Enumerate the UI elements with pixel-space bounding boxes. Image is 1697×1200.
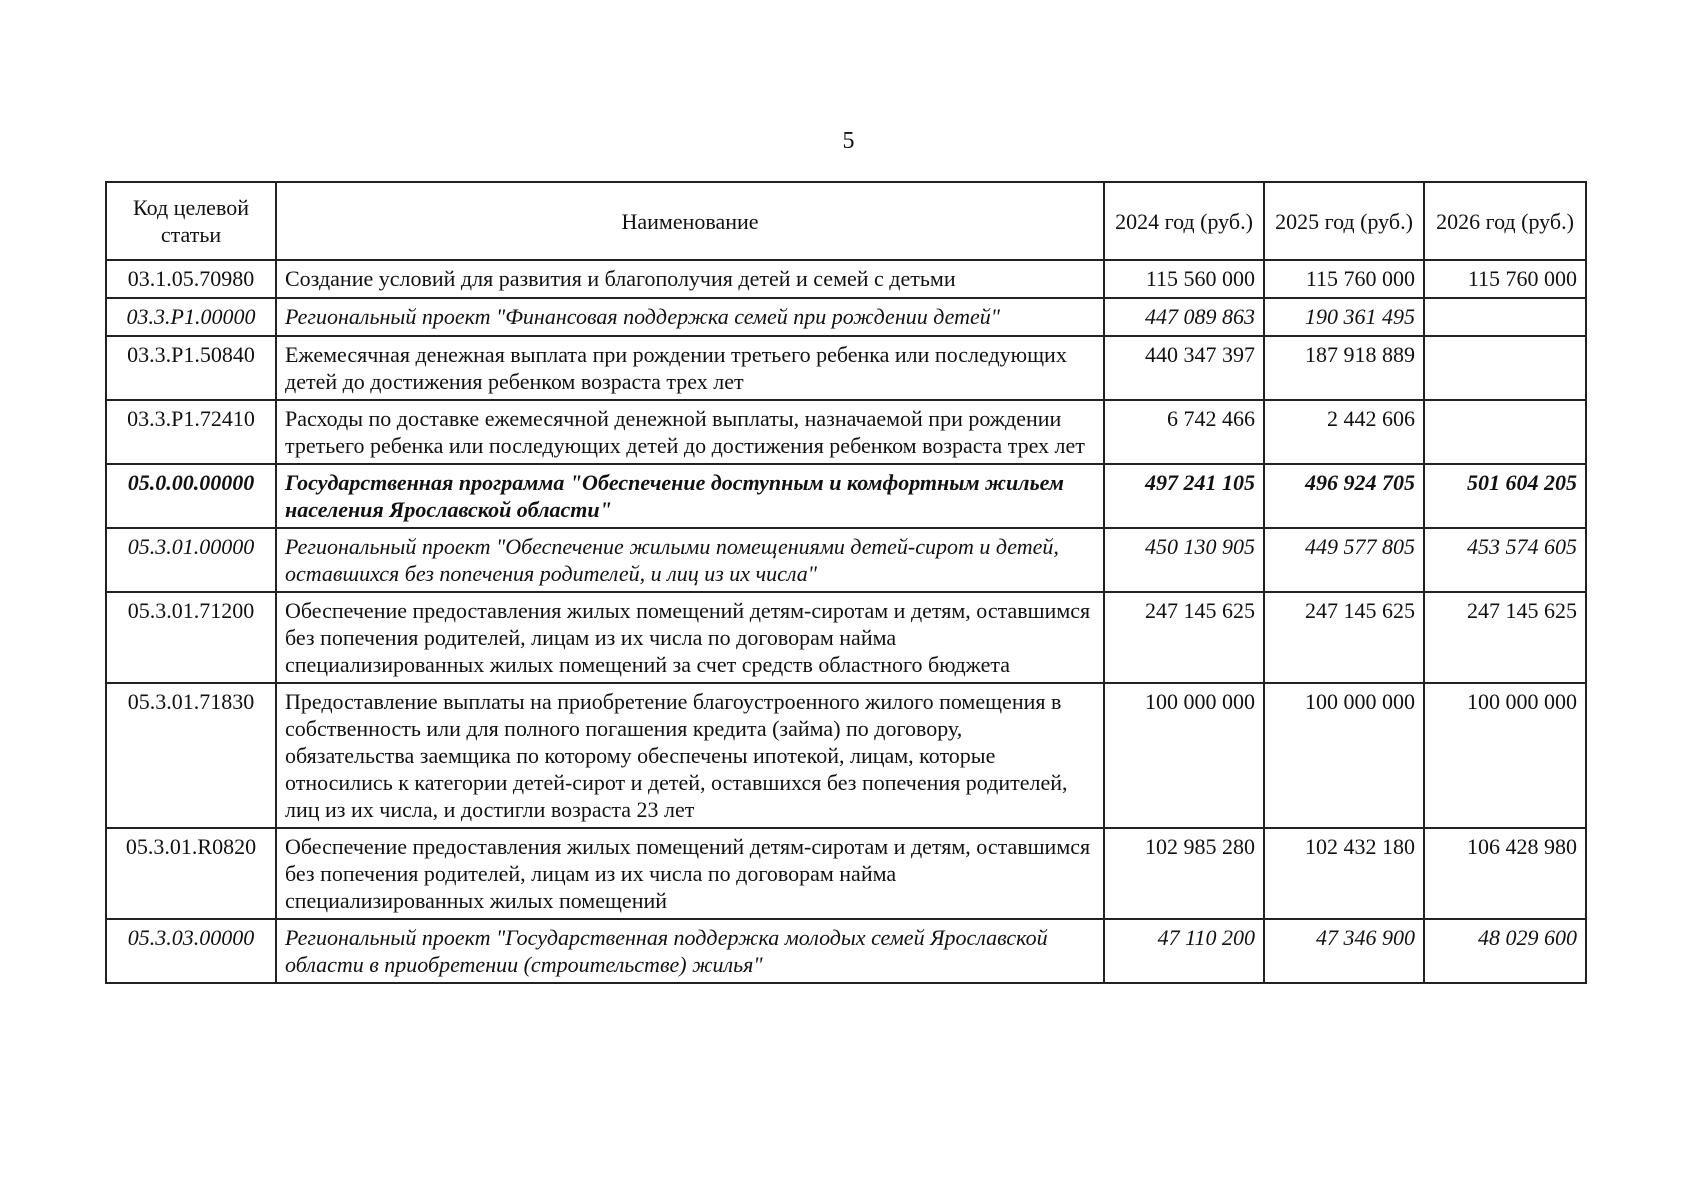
row-value-2025: 449 577 805	[1264, 528, 1424, 592]
table-row	[106, 298, 1586, 336]
row-value-2024: 450 130 905	[1104, 528, 1264, 592]
row-value-2026	[1424, 400, 1586, 464]
row-value-2026: 247 145 625	[1424, 592, 1586, 683]
row-value-2026	[1424, 298, 1586, 336]
row-name: Региональный проект "Государственная поддержка молодых семей Ярославской области в приобретении (строительстве) жилья"	[276, 919, 1104, 983]
table-row	[106, 683, 1586, 828]
row-name: Региональный проект "Обеспечение жилыми помещениями детей-сирот и детей, оставшихся без попечения родителей, и лиц из их числа"	[276, 528, 1104, 592]
header-code: Код целевой статьи	[106, 182, 276, 260]
table-row	[106, 400, 1586, 464]
row-name: Ежемесячная денежная выплата при рождении третьего ребенка или последующих детей до достижения ребенком возраста трех лет	[276, 336, 1104, 400]
header-2026: 2026 год (руб.)	[1424, 182, 1586, 260]
row-name: Расходы по доставке ежемесячной денежной выплаты, назначаемой при рождении третьего ребенка или последующих детей до достижения ребенком возраста трех лет	[276, 400, 1104, 464]
row-value-2025: 247 145 625	[1264, 592, 1424, 683]
table-row	[106, 336, 1586, 400]
row-code: 05.0.00.00000	[106, 464, 276, 528]
row-code: 05.3.01.71200	[106, 592, 276, 683]
row-value-2026: 106 428 980	[1424, 828, 1586, 919]
row-code: 05.3.01.R0820	[106, 828, 276, 919]
row-value-2024: 497 241 105	[1104, 464, 1264, 528]
row-name: Государственная программа "Обеспечение доступным и комфортным жильем населения Ярославской области"	[276, 464, 1104, 528]
row-value-2024: 440 347 397	[1104, 336, 1264, 400]
row-value-2026	[1424, 336, 1586, 400]
table-body	[106, 260, 1586, 983]
row-value-2026: 48 029 600	[1424, 919, 1586, 983]
row-value-2026: 100 000 000	[1424, 683, 1586, 828]
header-2024: 2024 год (руб.)	[1104, 182, 1264, 260]
row-value-2024: 102 985 280	[1104, 828, 1264, 919]
table-row	[106, 528, 1586, 592]
row-code: 03.1.05.70980	[106, 260, 276, 298]
row-value-2025: 187 918 889	[1264, 336, 1424, 400]
row-value-2024: 115 560 000	[1104, 260, 1264, 298]
table-header-row	[106, 182, 1586, 260]
row-value-2024: 247 145 625	[1104, 592, 1264, 683]
row-value-2025: 190 361 495	[1264, 298, 1424, 336]
row-code: 03.3.Р1.00000	[106, 298, 276, 336]
row-value-2024: 6 742 466	[1104, 400, 1264, 464]
row-name: Обеспечение предоставления жилых помещений детям-сиротам и детям, оставшимся без попечения родителей, лицам из их числа по договорам найма специализированных жилых помещений	[276, 828, 1104, 919]
row-name: Предоставление выплаты на приобретение благоустроенного жилого помещения в собственность или для полного погашения кредита (займа) по договору, обязательства заемщика по которому обеспечены ипотекой, лицам, которые относились к категории детей-сирот и детей, оставшихся без попечения родителей, лиц из их числа, и достигли возраста 23 лет	[276, 683, 1104, 828]
row-value-2025: 2 442 606	[1264, 400, 1424, 464]
row-value-2025: 47 346 900	[1264, 919, 1424, 983]
row-value-2025: 100 000 000	[1264, 683, 1424, 828]
row-value-2025: 115 760 000	[1264, 260, 1424, 298]
row-value-2026: 501 604 205	[1424, 464, 1586, 528]
page-number: 5	[842, 128, 855, 154]
row-value-2024: 447 089 863	[1104, 298, 1264, 336]
row-code: 05.3.01.71830	[106, 683, 276, 828]
row-name: Региональный проект "Финансовая поддержка семей при рождении детей"	[276, 298, 1104, 336]
table-row	[106, 464, 1586, 528]
budget-table	[105, 181, 1587, 984]
row-code: 03.3.Р1.50840	[106, 336, 276, 400]
row-value-2024: 100 000 000	[1104, 683, 1264, 828]
row-name: Обеспечение предоставления жилых помещений детям-сиротам и детям, оставшимся без попечения родителей, лицам из их числа по договорам найма специализированных жилых помещений за счет средств областного бюджета	[276, 592, 1104, 683]
table-row	[106, 828, 1586, 919]
row-code: 05.3.03.00000	[106, 919, 276, 983]
row-value-2025: 102 432 180	[1264, 828, 1424, 919]
table-row	[106, 260, 1586, 298]
row-code: 03.3.Р1.72410	[106, 400, 276, 464]
row-name: Создание условий для развития и благополучия детей и семей с детьми	[276, 260, 1104, 298]
table-row	[106, 919, 1586, 983]
row-value-2024: 47 110 200	[1104, 919, 1264, 983]
row-value-2026: 115 760 000	[1424, 260, 1586, 298]
row-value-2025: 496 924 705	[1264, 464, 1424, 528]
header-name: Наименование	[276, 182, 1104, 260]
table-row	[106, 592, 1586, 683]
row-code: 05.3.01.00000	[106, 528, 276, 592]
row-value-2026: 453 574 605	[1424, 528, 1586, 592]
header-2025: 2025 год (руб.)	[1264, 182, 1424, 260]
